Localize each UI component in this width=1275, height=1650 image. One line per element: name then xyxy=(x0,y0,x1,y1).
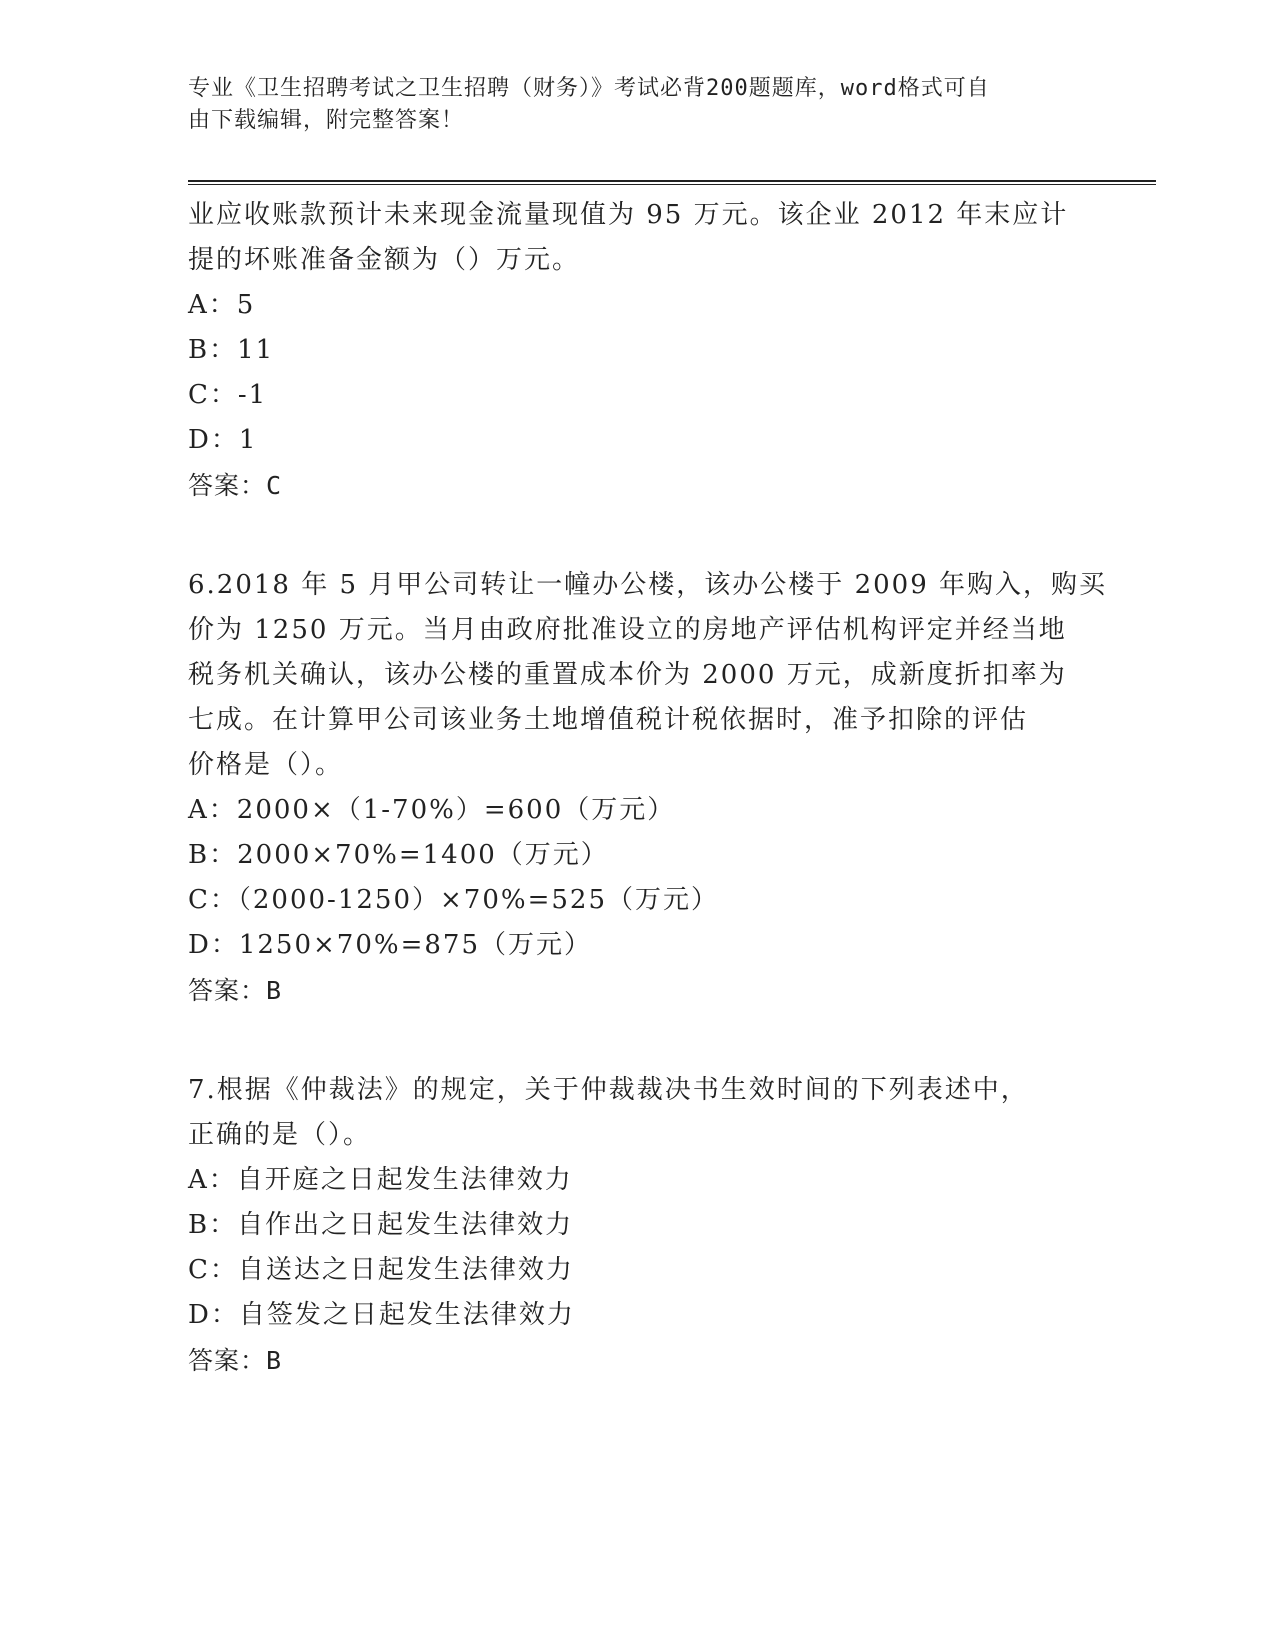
question-6 xyxy=(188,563,1108,1013)
spacer xyxy=(188,508,1088,563)
option-c: C：-1 xyxy=(188,380,268,410)
option-b: B：自作出之日起发生法律效力 xyxy=(188,1210,574,1240)
option-a: A：自开庭之日起发生法律效力 xyxy=(188,1165,573,1195)
header-line-1: 专业《卫生招聘考试之卫生招聘（财务）》考试必背200题题库，word格式可自 xyxy=(188,76,990,101)
option-d: D：自签发之日起发生法律效力 xyxy=(188,1300,575,1330)
option-a: A：5 xyxy=(188,290,256,320)
document-header xyxy=(188,73,1068,137)
option-a: A：2000×（1-70%）=600（万元） xyxy=(188,795,676,825)
option-b: B：11 xyxy=(188,335,275,365)
option-d: D：1 xyxy=(188,425,258,455)
answer: 答案：B xyxy=(188,1346,283,1375)
document-body xyxy=(188,193,1108,1383)
question-stem-line: 提的坏账准备金额为（）万元。 xyxy=(188,245,581,275)
question-stem-line: 七成。在计算甲公司该业务土地增值税计税依据时，准予扣除的评估 xyxy=(188,705,1029,735)
header-line-2: 由下载编辑，附完整答案！ xyxy=(188,108,465,133)
question-stem-line: 价格是（）。 xyxy=(188,750,344,780)
question-5 xyxy=(188,193,1088,508)
question-stem-line: 税务机关确认，该办公楼的重置成本价为 2000 万元，成新度折扣率为 xyxy=(188,660,1067,690)
question-stem-line: 正确的是（）。 xyxy=(188,1120,372,1150)
option-c: C：自送达之日起发生法律效力 xyxy=(188,1255,574,1285)
option-d: D：1250×70%=875（万元） xyxy=(188,930,592,960)
option-b: B：2000×70%=1400（万元） xyxy=(188,840,609,870)
option-c: C：（2000-1250）×70%=525（万元） xyxy=(188,885,720,915)
question-stem-line: 价为 1250 万元。当月由政府批准设立的房地产评估机构评定并经当地 xyxy=(188,615,1067,645)
answer: 答案：C xyxy=(188,471,283,500)
spacer xyxy=(188,1013,1088,1068)
answer: 答案：B xyxy=(188,976,283,1005)
question-stem-line: 6.2018 年 5 月甲公司转让一幢办公楼，该办公楼于 2009 年购入，购买 xyxy=(188,570,1108,600)
header-divider-thin xyxy=(188,184,1156,185)
question-stem-line: 业应收账款预计未来现金流量现值为 95 万元。该企业 2012 年末应计 xyxy=(188,200,1069,230)
question-7 xyxy=(188,1068,1088,1383)
question-stem-line: 7.根据《仲裁法》的规定，关于仲裁裁决书生效时间的下列表述中， xyxy=(188,1075,1029,1105)
header-divider xyxy=(188,180,1156,182)
